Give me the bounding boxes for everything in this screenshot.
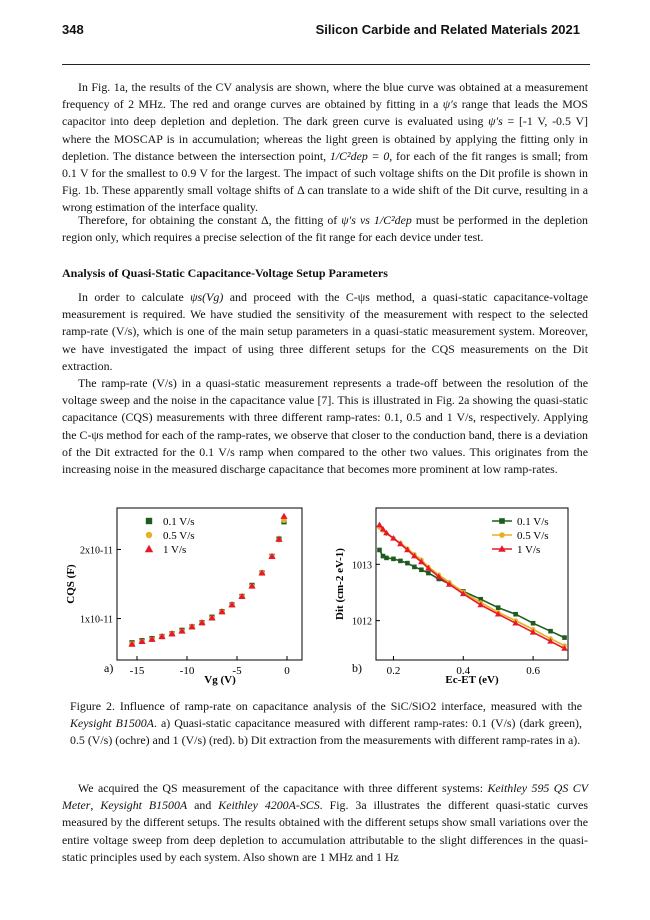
running-title: Silicon Carbide and Related Materials 2021 xyxy=(315,22,580,37)
y-tick-label: 1012 xyxy=(352,616,372,628)
inline-math: ψ′s xyxy=(488,114,503,129)
data-point xyxy=(412,565,417,570)
legend-label: 0.5 V/s xyxy=(517,530,549,542)
inline-math: 1/C²dep = 0, xyxy=(329,148,393,163)
x-tick-label: 0.6 xyxy=(526,665,540,677)
page-header xyxy=(62,22,590,40)
y-axis-label: Dit (cm-2 eV-1) xyxy=(334,548,346,620)
data-point xyxy=(384,556,389,561)
x-axis-label: Ec-ET (eV) xyxy=(445,674,499,686)
legend-label: 1 V/s xyxy=(163,544,187,556)
data-point xyxy=(398,559,403,564)
figure-2-svg xyxy=(60,500,590,695)
data-point xyxy=(419,567,424,572)
panel-label: b) xyxy=(352,661,362,675)
legend-marker xyxy=(146,518,152,524)
legend-marker xyxy=(499,532,505,538)
x-tick-label: 0 xyxy=(284,665,290,677)
y-tick-label: 2x10-11 xyxy=(80,545,113,557)
x-tick-label: -5 xyxy=(232,665,242,677)
data-point xyxy=(562,635,567,640)
paragraph-1: In Fig. 1a, the results of the CV analysis are shown, where the blue curve was obtained at a measurement frequency of 2 MHz. The red and orange curves are obtained by fitting in a ψ′s range that leads the MOS capacitor into deep depletion and depletion. The dark green curve is evaluated using ψ′s = [-1 V, -0.5 V] where the MOSCAP is in accumulation; whereas the light green is obtained by applying the fitting only in depletion. The distance between the intersection point, 1/C²dep = 0, for each of the fit ranges is small; from 0.1 V for the smallest to 0.9 V for the largest. The impact of such voltage shifts on the Dit profile is shown in Fig. 1b. These apparently small voltage shifts of Δ can translate to a wide shift of the Dit curve, resulting in a wrong estimation of the interface quality. xyxy=(62,80,588,215)
paragraph-2: Therefore, for obtaining the constant Δ, the fitting of ψ′s vs 1/C²dep must be performed in the depletion region only, which requires a precise selection of the fit range for each device under test. xyxy=(62,213,588,245)
x-tick-label: 0.4 xyxy=(456,665,471,677)
x-tick-label: -15 xyxy=(129,665,145,677)
data-point xyxy=(376,522,383,528)
paragraph-4: The ramp-rate (V/s) in a quasi-static measurement represents a trade-off between the resolution of the voltage sweep and the noise in the capacitance value [7]. This is illustrated in Fig. 2a showing the quasi-static capacitance (CQS) measurements with three different ramp-rates: 0.1, 0.5 and 1 V/s, respectively. Applying the C-ψs method for each of the ramp-rates, we observe that closer to the conduction band, there is a deviation of the Dit extracted for the 0.1 V/s ramp when compared to the other two values. This originates from the increasing noise in the measured discharge capacitance that becomes more prominent at low ramp-rates. xyxy=(62,376,588,477)
x-tick-label: -10 xyxy=(179,665,195,677)
data-point xyxy=(531,621,536,626)
legend-label: 0.1 V/s xyxy=(517,516,549,528)
inline-math: ψ′s xyxy=(442,97,458,112)
data-point xyxy=(405,561,410,566)
legend-label: 1 V/s xyxy=(517,544,541,556)
paragraph-5: We acquired the QS measurement of the capacitance with three different systems: Keithley 595 QS CV Meter, Keysight B1500A and Keithley 4200A-SCS. Fig. 3a illustrates the different quasi-static curves measured by the different setups. The results obtained with the different setups show small variations over the entire voltage sweep from deep depletion to accumulation attributable to the slight differences in the quasi-static principles used by each system. Also shown are 1 MHz and 1 Hz xyxy=(62,781,588,864)
header-rule xyxy=(62,64,590,65)
y-tick-label: 1x10-11 xyxy=(80,614,113,626)
x-axis-label: Vg (V) xyxy=(204,674,236,686)
data-point xyxy=(280,513,287,519)
data-point xyxy=(391,557,396,562)
legend-label: 0.5 V/s xyxy=(163,530,195,542)
panel-0-frame xyxy=(117,508,302,660)
section-heading: Analysis of Quasi-Static Capacitance-Voltage Setup Parameters xyxy=(62,266,388,280)
legend-marker xyxy=(499,518,505,524)
x-tick-label: 0.2 xyxy=(386,665,401,677)
figure-caption: Figure 2. Influence of ramp-rate on capacitance analysis of the SiC/SiO2 interface, measured with the Keysight B1500A. a) Quasi-static capacitance measured with different ramp-rates: 0.1 (V/s) (dark green), 0.5 (V/s) (ochre) and 1 (V/s) (red). b) Dit extraction from the measurements with different ramp-rates in a). xyxy=(70,699,582,748)
data-point xyxy=(496,605,501,610)
inline-math: ψs(Vg) xyxy=(190,290,224,304)
data-point xyxy=(426,571,431,576)
panel-label: a) xyxy=(104,661,114,675)
paragraph-3: In order to calculate ψs(Vg) and proceed with the C-ψs method, a quasi-static capacitance-voltage measurement is required. We have studied the sensitivity of the measurement with respect to the selected ramp-rate (V/s), which is one of the main setup parameters in a quasi-static measurement system. Moreover, we have investigated the impact of using three different setups for the CQS measurements on the Dit extraction. xyxy=(62,290,588,373)
y-axis-label: CQS (F) xyxy=(65,564,77,604)
legend-marker xyxy=(145,545,153,552)
y-tick-label: 1013 xyxy=(352,560,372,572)
legend-label: 0.1 V/s xyxy=(163,516,195,528)
data-point xyxy=(548,629,553,634)
data-point xyxy=(377,548,382,553)
legend-marker xyxy=(146,532,152,538)
page-number: 348 xyxy=(62,22,84,37)
figure-2 xyxy=(60,500,590,695)
data-point xyxy=(513,612,518,617)
inline-math: ψ′s vs 1/C²dep xyxy=(341,213,412,227)
